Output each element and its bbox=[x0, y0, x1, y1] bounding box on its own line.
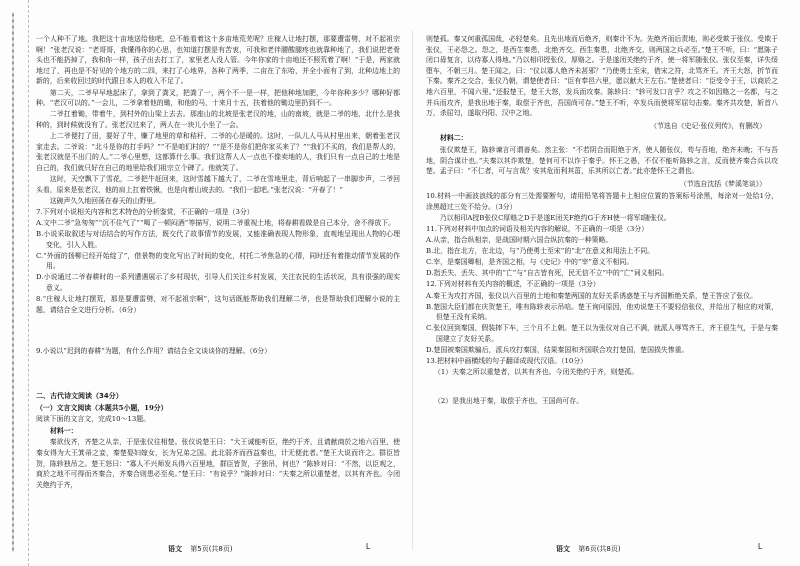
question-12-option-a: A.秦王为攻打齐国，张仪以六百里的土地和秦楚两国的友好关系诱惑楚王与齐国断绝关系，楚王答应了张仪。 bbox=[426, 291, 758, 300]
material-2-text: 张仪欺楚王，陈轸谏言可谓善矣。然主张：“不若阴合而阳绝于齐，使人随张仪，苟与吾地，绝齐未晚；不与吾地，阴合谋计也。”夫秦以其诈欺楚，楚何可不以诈于秦乎。怀王之愚，不仅不能听陈轸之言，反而使齐秦合兵以攻楚。孟子曰：“不仁者，可与言哉？安其危而利其菑，乐其所以亡者。”此亦楚怀王之谓也。 bbox=[426, 145, 778, 176]
question-11-option-d: D.指丢失、丢失、其中的“亡”与“自古皆有死，民无信不立”中的“亡”词义相同。 bbox=[426, 269, 669, 278]
question-12-option-b: B.楚国大臣们都在庆贺楚王，唯有陈轸表示吊唁。楚王询问原因，他劝说楚王不要轻信张仪，并给出了相应的对策，但楚王没有采纳。 bbox=[426, 302, 778, 322]
footer-page-number: 第5页(共8页) bbox=[190, 545, 233, 553]
question-11-option-a: A.从亲，指合纵相亲，是战国时期六国合纵抗秦的一种策略。 bbox=[426, 236, 613, 245]
subsection-heading: （一）文言文阅读（本题共5小题，19分） bbox=[36, 403, 168, 412]
right-page bbox=[426, 34, 778, 540]
question-11-option-b: B.北，指在北方，在北边，与“乃使勇士至宋”的“北”在意义和用法上不同。 bbox=[426, 247, 655, 256]
answer-space bbox=[36, 357, 400, 387]
question-12-option-d: D.楚国被秦国欺骗后，派兵攻打秦国，结果秦国和齐国联合攻打楚国，楚国损失惨重。 bbox=[426, 345, 689, 354]
material-1-label: 材料一： bbox=[50, 426, 78, 435]
question-12-option-c: C.张仪回到秦国，假装摔下车，三个月不上朝。楚王以为张仪对自己不满，就派人辱骂齐王，齐王很生气，于是与秦国建立了友好关系。 bbox=[426, 324, 778, 343]
question-13-item-1: （1）夫秦之所以重楚者，以其有齐也。今闭关绝约于齐，则楚孤。 bbox=[434, 367, 639, 376]
page-divider bbox=[412, 30, 413, 550]
binding-margin bbox=[0, 0, 29, 566]
story-ending: 这碗声久久地回荡在春天的山野里。 bbox=[49, 196, 161, 205]
question-11-option-c: C.宰，是秦国卿相，是齐国之相，与《史记》中的“宰”意义不相同。 bbox=[426, 258, 634, 267]
question-7-option-c: C.“外面的扬柳已经开始绽了”，借景物的变化写出了时间的变化，村托二爷焦急的心情，同时还有着推动情节发展的作用。 bbox=[36, 251, 400, 271]
right-page-footer bbox=[556, 544, 621, 554]
question-13: 13.把材料中画横线的句子翻译成现代汉语。（10分） bbox=[426, 356, 587, 365]
binding-dots bbox=[12, 12, 14, 552]
right-corner-mark: L bbox=[758, 542, 763, 551]
story-paragraph: 第二天，二爷早早地起床了，拿到了粪叉，把粪了一，两个不一是一样，把他种地加肥，今年你种多少？哪种好都种。“老汉可以的。”一会儿，二爷拿着他的锄，和他的马，十来月十五，扶着他的锄边里扔到不一。 bbox=[36, 88, 400, 108]
left-page bbox=[36, 34, 400, 540]
question-7-option-b: B.小说采取叙述与对话结合的写作方法，既交代了故事情节的发展，又能准确表现人物形象，直观地呈现出人物的心理变化，引人入胜。 bbox=[36, 230, 400, 249]
answer-space bbox=[36, 316, 400, 346]
story-paragraph: 一个人种不了地。我把这十亩地送给他吧，总不能看着这十多亩地荒芜呢？庄稼人让地打摆，那要遭雷劈，对不起祖宗啊！”张老汉说：“老哥哥，我懂得你的心思，也知道打摆是有苦衷，可我和老伴腰酸腿疼也就靠种地了，我们说把老骨头也不能扔掉了，我和你一样，孩子出去打工了，家里老人没人管。今年你家的十亩地还不照荒着了啊！”于是，两家就地过了，再也是不好见的个地方的二四，来打了心地界，各种了两季，二亩在了东哈，并全小面有了到，北种边地上的新的，后来收回过的时代跟日本人的收入不足了。 bbox=[36, 35, 400, 86]
question-13-item-2: （2）是我出地于秦，取偿于齐也，王国尚可存。 bbox=[434, 397, 584, 406]
material-2-label: 材料二： bbox=[440, 134, 468, 143]
left-corner-mark: L bbox=[366, 542, 371, 551]
left-page-footer bbox=[168, 544, 233, 554]
footer-subject: 语文 bbox=[168, 545, 182, 553]
question-11: 11.下列对材料中加点的词语及相关内容的解说，不正确的一项是（3分） bbox=[426, 225, 649, 234]
question-7-stem: 7.下列对小说相关内容和艺术特色的分析鉴赏，不正确的一项是（3分） bbox=[36, 208, 254, 217]
question-8: 8.“庄稼人让地打摆荒，那是要遭雷劈，对不起祖宗啊”，这句话既能帮助我们理解二爷，也是帮助我们理解小说的主题，请结合全文进行分析。（6分） bbox=[36, 294, 400, 314]
footer-page-number: 第6页(共8页) bbox=[578, 545, 621, 553]
question-10-sentence: 乃以相印A授B张仪C厚赂之D于是遂E闭关F绝约G于齐H使一将军I随张仪。 bbox=[439, 214, 671, 223]
reading-instruction: 阅读下面的文言文，完成10～13题。 bbox=[36, 415, 151, 424]
classical-text-part-2: 则楚孤。秦又何重孤国哉，必轻楚矣。且先出地而后绝齐，则秦计不为。先绝齐而后责地，则必受欺于张仪。受欺于张仪，王必怨之。怨之，是西生秦患，北绝齐交。西生秦患，北绝齐交，则两国之兵必至。”楚王不听，曰：“愿陈子闭口毋复言，以待寡人得地。”乃以相印授张仪，厚赂之。于是遂闭关绝约于齐，使一将军随张仪。张仪至秦，详失绥堕车，不朝三月。楚王闻之，曰：“仪以寡人绝齐未甚邪？”乃使勇士至宋，借宋之符，北骂齐王。齐王大怒，折节而下秦。秦齐之交合，张仪乃朝，谓楚使者曰：“臣有奉邑六里，愿以献大王左右。”楚使者曰：“臣受令于王，以商於之地六百里，不闻六里。”还报楚王，楚王大怒，发兵而攻秦。陈轸曰：“轸可发口言乎？攻之不如因赂之一名都，与之并兵而攻齐，是我出地于秦，取偿于齐也，吾国尚可存。”楚王不听，卒发兵而使将军屈匄击秦。秦齐共攻楚，斩首八万，杀屈匄，遂取丹阳、汉中之地。 bbox=[426, 35, 778, 118]
question-10: 10.材料一中画波浪线的部分有三处需要断句，请用铅笔将答题卡上相应位置的答案标号涂黑，每涂对一处给1分，涂黑超过三处不给分。（3分） bbox=[426, 192, 778, 211]
source-note-1: （节选自《史记·张仪列传》，有删改） bbox=[650, 121, 766, 130]
section-heading: 二、古代诗文阅读（34分） bbox=[36, 391, 123, 400]
answer-space bbox=[426, 378, 778, 396]
classical-text-part-1: 秦欲伐齐，齐楚之从亲，于是张仪往相楚。张仪说楚王曰：“大王诚能听臣，绝约于齐，且请献商於之地六百里，使秦女得为大王箕帚之妾，秦楚娶妇嫁女，长为兄弟之国。此北弱齐而西益秦也，计无便此者。”楚王大说而许之。群臣皆贺，陈轸独吊之。楚王怒曰：“寡人不兴师发兵得六百里地，群臣皆贺，子独吊，何也？”陈轸对曰：“不然，以臣观之，商於之地不可得而齐秦合，齐秦合则患必至矣。”楚王曰：“有说乎？”陈轸对曰：“夫秦之所以重楚者，以其有齐也。今闭关绝约于齐， bbox=[36, 438, 400, 489]
story-paragraph: 这时，天空飘下了雪花，二爷把牛赶回来，这时雪越下越大了，二爷在雪地里走，背后响起了一串脚步声，二爷回头看，原来是张老汉，他的肩上扛着铁锹，也是向着山坡去的。“我们一起吧。”张老汉说：“开春了！” bbox=[36, 175, 400, 194]
footer-subject: 语文 bbox=[556, 545, 570, 553]
source-note-2: （节选自沈括《梦溪笔谈》） bbox=[679, 179, 766, 188]
question-7-option-a: A.文中二爷“急匆匆”“沉不住气了”“喝了一顿闷酒”等描写，说明二爷重视土地，将春耕看做是自己本分，舍不得放下。 bbox=[36, 219, 396, 228]
story-paragraph: 二爷扛着锄，带着牛，到村外的山梁上去去。那座山的北坡是张老汉的地，山的南坡，就是二爷的地，北什么是我种的，到时候就没有了。张老汉过来了，两人在一块儿小坐了一会。 bbox=[36, 110, 400, 129]
question-7-option-d: D.小说通过二爷春耕时的一系列遭遇展示了乡村现状，引导人们关注乡村发展，关注农民的生活状况，具有很强的现实意义。 bbox=[36, 273, 400, 292]
story-paragraph: 上二爷便打了田，要好了牛，赚了地里的草和秸秆，二爷的心是暖的。这时，一队儿人马从村里出来，朝着张老汉家走去。二爷说：“北斗是你的打手吗？”“不是咱们村的？”“是不是你们把你家买来了？”“我们不买的，我们是帮人的，张老汉就是不出门的人。”二爷心里想，这都算什么事。我们这帮人人一点也不像卖地的人，我们只有一点自己的土地是自己的，我们就只好在自己的地里给我们祖宗立个碑了。他就笑了。 bbox=[36, 132, 400, 172]
question-9: 9.小说以“迟到的春耕”为题，有什么作用？请结合全文谈谈你的理解。（6分） bbox=[36, 346, 272, 355]
question-12: 12.下列对材料有关内容的概述，不正确的一项是（3分） bbox=[426, 280, 600, 289]
